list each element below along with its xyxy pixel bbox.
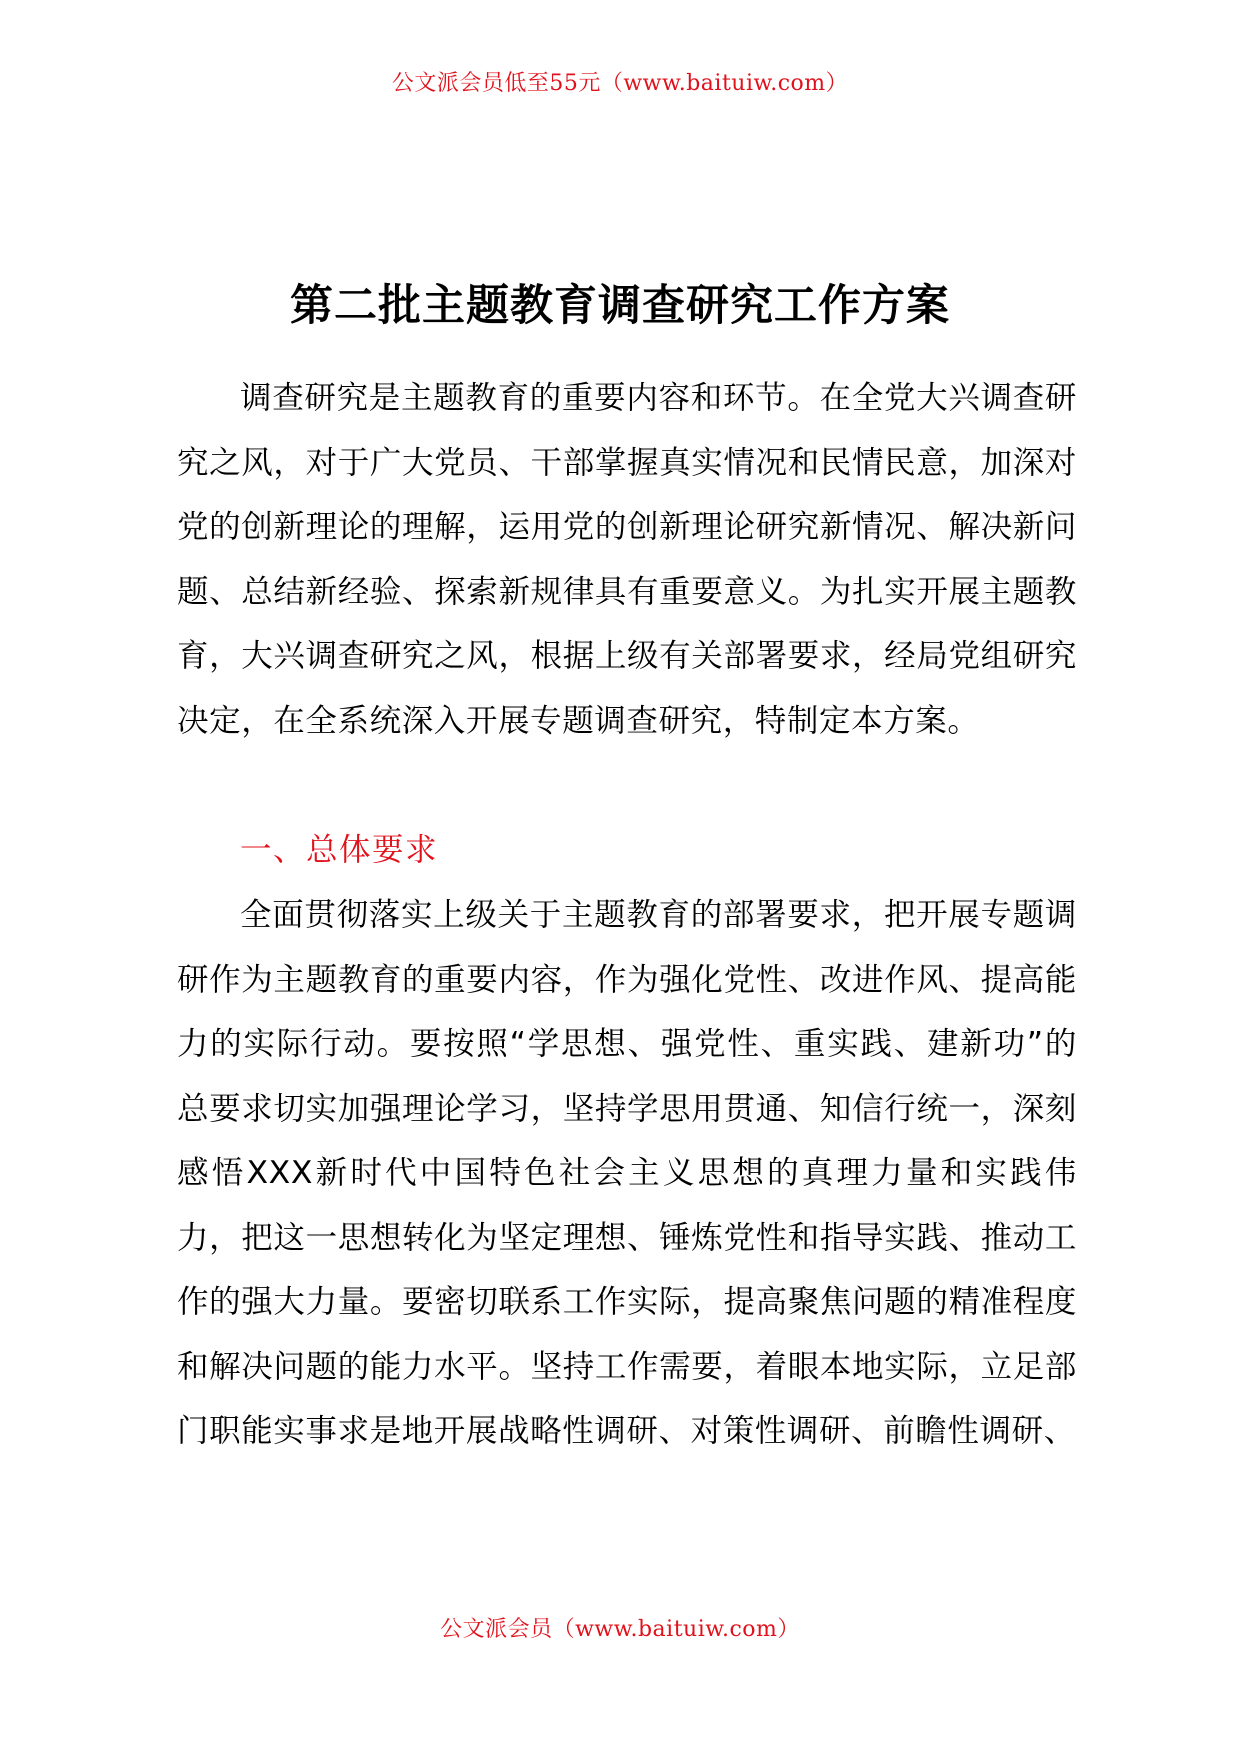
document-title: 第二批主题教育调查研究工作方案 — [290, 281, 950, 331]
intro-paragraph: 调查研究是主题教育的重要内容和环节。在全党大兴调查研究之风，对于广大党员、干部掌握真实情况和民情民意，加深对党的创新理论的理解，运用党的创新理论研究新情况、解决新问题、总结新经验、探索新规律具有重要意义。为扎实开展主题教育，大兴调查研究之风，根据上级有关部署要求，经局党组研究决定，在全系统深入开展专题调查研究，特制定本方案。 — [177, 380, 1077, 739]
footer-watermark-note: 公文派会员（www.baituiw.com） — [440, 1617, 800, 1642]
section-body-paragraph: 全面贯彻落实上级关于主题教育的部署要求，把开展专题调研作为主题教育的重要内容，作为强化党性、改进作风、提高能力的实际行动。要按照“学思想、强党性、重实践、建新功”的总要求切实加强理论学习，坚持学思用贯通、知信行统一，深刻感悟XXX新时代中国特色社会主义思想的真理力量和实践伟力，把这一思想转化为坚定理想、锤炼党性和指导实践、推动工作的强大力量。要密切联系工作实际，提高聚焦问题的精准程度和解决问题的能力水平。坚持工作需要，着眼本地实际，立足部门职能实事求是地开展战略性调研、对策性调研、前瞻性调研、 — [177, 897, 1077, 1449]
section-heading-general-requirements: 一、总体要求 — [240, 832, 439, 868]
header-watermark-note: 公文派会员低至55元（www.baituiw.com） — [391, 71, 849, 96]
